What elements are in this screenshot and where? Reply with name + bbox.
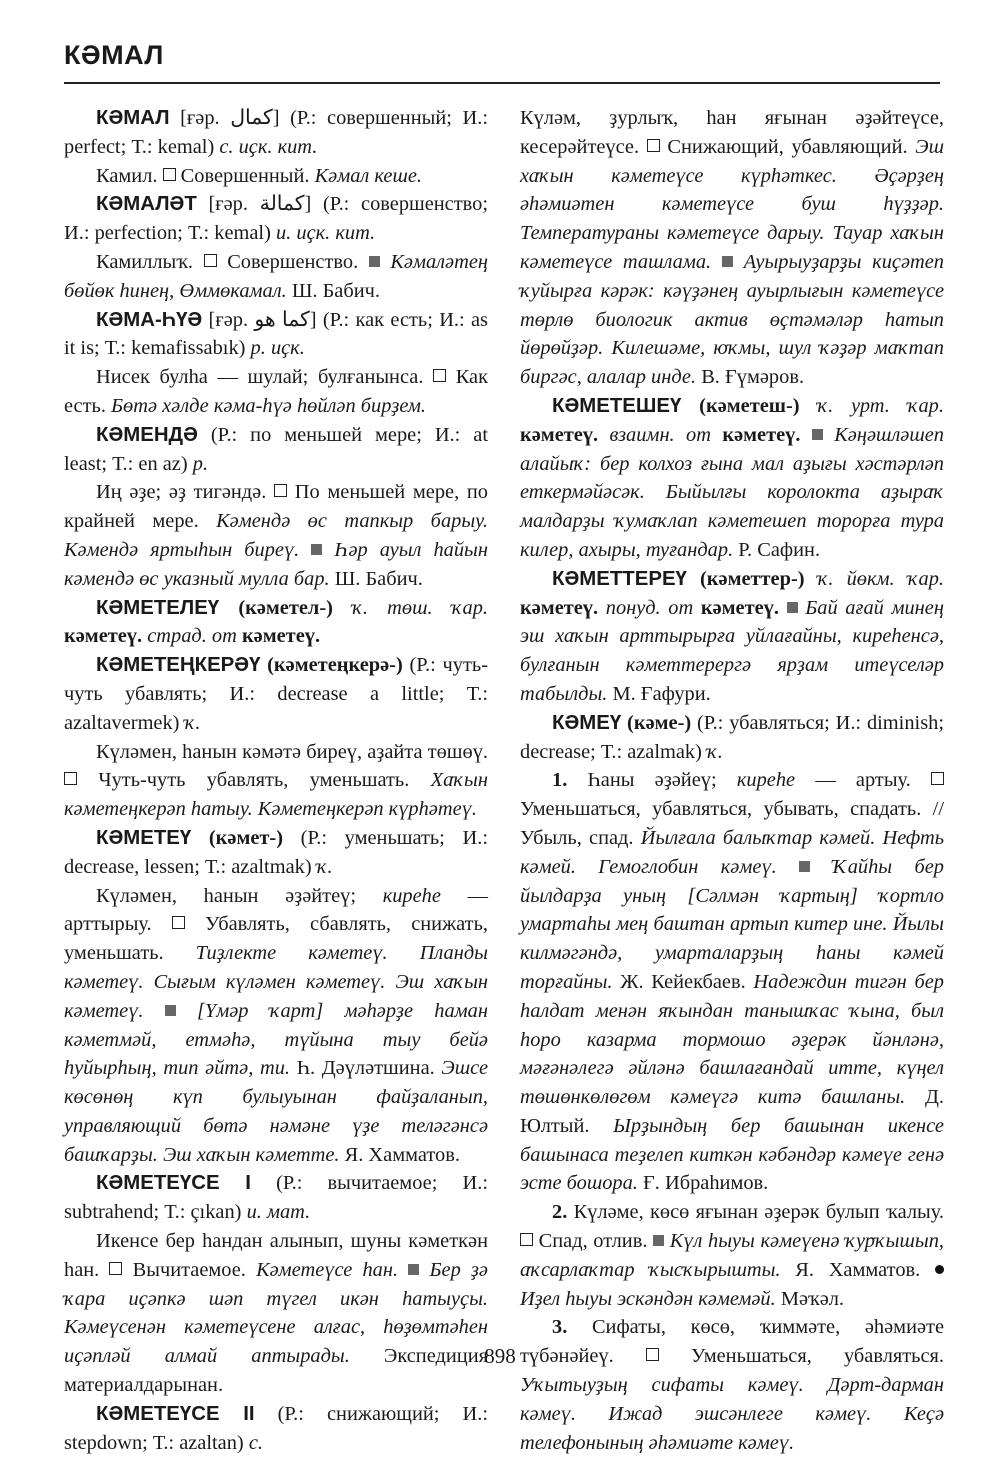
entry-paragraph bbox=[64, 882, 488, 1170]
italic-run: Ауырыуҙарҙы киҫәтеп ҡуйырға кәрәк: кәүҙәнең ауырлығын кәметеүсе төрлө биологик актив өҫтәмәләр һатып йөрөйҙәр. Килешәме, юҡмы, шул ҡәҙәр маҡтап биргәс, алалар инде. bbox=[520, 250, 944, 389]
entry-paragraph bbox=[64, 738, 488, 824]
headword: КӘМЕТЕШЕҮ bbox=[552, 394, 682, 417]
text-run: Спад, отлив. bbox=[533, 1230, 654, 1253]
bold-run: кәметеү. bbox=[64, 625, 143, 648]
italic-run: Кәмаләтең бөйөк һинең, Өммөкамал. bbox=[64, 250, 488, 302]
text-run: [ғәр. كمال] (Р.: совершенный; И.: perfect; Т.: kemal) bbox=[64, 107, 488, 158]
text-run: Һ. Дәүләтшина. bbox=[290, 1057, 442, 1080]
text-run: Как есть. bbox=[64, 366, 488, 417]
bold-run: кәметеү. bbox=[700, 596, 779, 619]
italic-run: взаимн. от bbox=[609, 423, 711, 446]
text-run: Д. Юлтый. bbox=[520, 1086, 944, 1137]
italic-run: ҡ. bbox=[316, 855, 333, 878]
text-run: Нисек булһа — шулай; булғанынса. bbox=[96, 366, 434, 389]
translation-box-icon bbox=[172, 916, 185, 929]
italic-run: киреһе bbox=[382, 884, 441, 907]
text-run bbox=[299, 539, 311, 561]
italic-run: Ырҙындың бер башынан икенсе башынаса теҙелеп киткән кәбәндәр кәмеүе генә эсте бошора. bbox=[520, 1114, 944, 1195]
text-run bbox=[419, 1259, 429, 1281]
italic-run: Кәңәшләшеп алайыҡ: бер колхоз ғына мал аҙығы хәстәрләп еткермәйәсәк. Быйылғы королокта аҙыраҡ малдарҙы ҡумаҡлап кәметешеп торорға тура килер, ахыры, туғандар. bbox=[520, 423, 944, 561]
italic-run: Кәмендә өс тапкыр барыу. Кәмендә яртыһын биреү. bbox=[64, 510, 489, 561]
text-run: Сифаты, көсө, ҡиммәте, әһәмиәте түбәнәйеү. bbox=[520, 1316, 944, 1368]
entry-paragraph bbox=[520, 766, 944, 1198]
entry-paragraph bbox=[64, 162, 488, 191]
bold-run: кәметеү. bbox=[241, 625, 321, 648]
entry-paragraph bbox=[520, 565, 944, 709]
entry-paragraph bbox=[64, 824, 488, 882]
entry-paragraph bbox=[64, 1227, 488, 1400]
bold-run: (кәметеш-) bbox=[681, 394, 800, 417]
text-run bbox=[800, 424, 811, 446]
bold-run: кәметеү. bbox=[520, 596, 599, 619]
text-run: Экспедиция материалдарынан. bbox=[64, 1345, 488, 1397]
entry-paragraph bbox=[64, 306, 488, 364]
headword: КӘМЕНДӘ bbox=[96, 423, 198, 446]
text-run bbox=[805, 568, 818, 590]
bold-run: кәметеү. bbox=[520, 423, 599, 446]
text-run: Күләме, көсө яғынан әҙерәк булып ҡалыу. bbox=[567, 1201, 944, 1224]
translation-box-icon bbox=[433, 369, 446, 382]
proverb-dot-icon bbox=[935, 1265, 944, 1274]
text-run: Ш. Бабич. bbox=[329, 567, 423, 590]
page-number: 898 bbox=[484, 1344, 516, 1368]
entry-paragraph bbox=[520, 1313, 944, 1457]
text-run: Уменьшаться, убавляться. bbox=[658, 1345, 944, 1368]
bold-run: 1. bbox=[552, 769, 568, 792]
example-square-icon bbox=[787, 602, 798, 613]
headword: КӘМЕТЕҢКЕРӘҮ bbox=[96, 654, 261, 677]
text-run: Күләмен, һанын кәмәтә биреү, аҙайта төшөү. bbox=[96, 740, 488, 763]
example-square-icon bbox=[799, 861, 810, 872]
entry-paragraph bbox=[520, 709, 944, 767]
italic-run: Йылғала балыҡтар кәмей. Нефть кәмей. Гемоглобин кәмеү. bbox=[520, 826, 944, 878]
text-run: По меньшей мере, по крайней мере. bbox=[64, 481, 488, 533]
italic-run: и. иҫк. кит. bbox=[275, 222, 376, 245]
text-run bbox=[598, 597, 606, 619]
italic-run: Хаҡын кәметеңкерәп һатыу. Кәметеңкерәп күрһәтеү. bbox=[64, 769, 488, 821]
italic-run: Эшсе көсөнөң күп булыуынан файҙаланып, управляющий бөтә нәмәне үҙе теләгәнсә башҡарҙы. Эш хаҡын кәметте. bbox=[64, 1057, 488, 1166]
headword: КӘМАЛ bbox=[96, 107, 170, 129]
text-run: Убавлять, сбавлять, снижать, уменьшать. bbox=[64, 913, 488, 965]
bold-run: 3. bbox=[552, 1316, 568, 1339]
text-run: [ғәр. كمالة] (Р.: совершенство; И.: perfection; Т.: kemal) bbox=[64, 193, 488, 245]
bold-run: (кәметтер-) bbox=[686, 567, 805, 590]
header-rule bbox=[64, 82, 940, 84]
text-run: Р. Сафин. bbox=[733, 538, 821, 561]
italic-run: киреһе bbox=[736, 769, 796, 792]
right-column bbox=[520, 104, 944, 1457]
bold-run: кәметеү. bbox=[722, 423, 801, 446]
translation-box-icon bbox=[931, 772, 944, 785]
entry-paragraph bbox=[64, 1169, 488, 1227]
text-run: В. Ғүмәров. bbox=[696, 366, 805, 389]
text-run bbox=[733, 251, 744, 273]
text-run: (Р.: вычитаемое; И.: subtrahend; Т.: çıkan) bbox=[64, 1172, 488, 1224]
text-run bbox=[779, 597, 787, 619]
text-run: (Р.: снижающий; И.: stepdown; Т.: azaltan) bbox=[64, 1402, 488, 1454]
italic-run: Бер ҙә ҡара иҫәпкә шәп түгел икән һатыуҫы. Кәмеүсенән кәметеүсене алғас, һөҙөмтәһен иҫәпләй алмай аптырады. bbox=[64, 1258, 488, 1368]
text-run bbox=[398, 1259, 408, 1281]
translation-box-icon bbox=[204, 254, 217, 267]
text-run: М. Ғафури. bbox=[607, 682, 711, 705]
italic-run: Ҡайһы бер йылдарҙа уның [Сәлмән ҡартың] ҡортло умартаһы мең баштан артып китер ине. Йылы килмәгәндә, умарталарҙың һаны кәмей торғайны. bbox=[520, 855, 944, 993]
text-run: Уменьшаться, убавляться, убывать, спадать. // Убыль, спад. bbox=[520, 798, 944, 849]
entry-paragraph bbox=[64, 363, 488, 421]
left-column bbox=[64, 104, 488, 1457]
italic-run: Тиҙлекте кәметеү. Планды кәметеү. Сығым күләмен кәметеү. Эш хаҡын кәметеү. bbox=[64, 942, 488, 1022]
italic-run: ҡ. урт. ҡар. bbox=[817, 394, 944, 417]
example-square-icon bbox=[722, 256, 733, 267]
entry-paragraph bbox=[64, 248, 488, 306]
headword: КӘМЕТЕҮ bbox=[96, 826, 192, 849]
translation-box-icon bbox=[647, 139, 660, 152]
italic-run: ҡ. төш. ҡар. bbox=[352, 596, 488, 619]
italic-run: р. иҫк. bbox=[250, 337, 305, 360]
text-run bbox=[711, 424, 722, 446]
italic-run: Надеждин тигән бер һалдат менән яҡындан танышҡас ҡына, был һоро казарма тормошо әҙерәк йәнләнә, мәғәнәлегә әйләнә башлағандай итте, күңел төшөнкөлөгөм кәмеүгә китә башланы. bbox=[520, 970, 944, 1109]
italic-run: понуд. от bbox=[605, 596, 694, 619]
headword: КӘМЕҮ bbox=[552, 711, 622, 734]
text-run bbox=[380, 251, 391, 273]
italic-run: Кәметеүсе һан. bbox=[256, 1258, 399, 1281]
italic-run: Иҙел һыуы эскәндән кәмемәй. bbox=[520, 1287, 776, 1310]
example-square-icon bbox=[408, 1264, 419, 1275]
text-run: (Р.: убавляться; И.: diminish; decrease; Т.: azalmak) bbox=[520, 711, 944, 763]
entry-paragraph bbox=[64, 651, 488, 737]
italic-run: Күл һыуы кәмеүенә ҡурҡышып, аҡсарлаҡтар ҡысҡырышты. bbox=[520, 1230, 944, 1281]
italic-run: р. bbox=[192, 452, 209, 475]
headword: КӘМА-ҺҮӘ bbox=[96, 308, 203, 331]
text-run bbox=[598, 424, 609, 446]
translation-box-icon bbox=[520, 1233, 533, 1246]
text-run: Камиллыҡ. bbox=[96, 250, 204, 273]
translation-box-icon bbox=[274, 484, 287, 497]
bold-run: 2. bbox=[552, 1201, 568, 1224]
text-run: Вычитаемое. bbox=[122, 1258, 257, 1281]
bold-run: (кәмет-) bbox=[191, 826, 284, 849]
translation-box-icon bbox=[109, 1262, 122, 1275]
text-run bbox=[143, 1000, 164, 1022]
italic-run: с. иҫк. кит. bbox=[219, 135, 318, 158]
entry-paragraph bbox=[64, 190, 488, 248]
text-run: Камил. bbox=[96, 164, 163, 187]
bold-run: (кәметеңкерә-) bbox=[260, 654, 403, 677]
text-run: Совершенство. bbox=[216, 250, 369, 273]
headword: КӘМАЛӘТ bbox=[96, 193, 197, 216]
text-run: Снижающий, убавляющий. bbox=[659, 135, 916, 158]
headword: КӘМЕТЕЛЕҮ bbox=[96, 596, 220, 619]
italic-run: ҡ. bbox=[184, 711, 201, 734]
bold-run: (кәме-) bbox=[621, 711, 692, 734]
text-run: (Р.: по меньшей мере; И.: at least; Т.: en az) bbox=[64, 423, 488, 475]
text-run: Ж. Кейекбаев. bbox=[612, 970, 754, 993]
text-run bbox=[810, 856, 832, 878]
text-run: Я. Хамматов. bbox=[780, 1258, 935, 1281]
italic-run: Бөтә хәлде кәма-һүә һөйләп бирҙем. bbox=[111, 394, 427, 417]
example-square-icon bbox=[653, 1235, 664, 1246]
text-run: Я. Хамматов. bbox=[339, 1143, 460, 1166]
italic-run: Кәмал кеше. bbox=[314, 164, 423, 187]
italic-run: Уҡытыуҙың сифаты кәмеү. Дәрт-дарман кәмеү. Ижад эшсәнлеге кәмеү. Кеҫә телефонының әһәмиәте кәмеү. bbox=[520, 1374, 944, 1454]
example-square-icon bbox=[311, 544, 322, 555]
entry-paragraph bbox=[520, 1198, 944, 1313]
entry-paragraph bbox=[64, 594, 488, 652]
text-run bbox=[333, 597, 352, 619]
headword: КӘМЕТЕҮСЕ II bbox=[96, 1402, 255, 1425]
italic-run: с. bbox=[248, 1431, 263, 1454]
text-run bbox=[823, 424, 834, 446]
text-run: Ш. Бабич. bbox=[286, 279, 380, 302]
text-run: Ғ. Ибраһимов. bbox=[637, 1172, 769, 1195]
example-square-icon bbox=[369, 256, 380, 267]
text-run: Иң әҙе; әҙ тигәндә. bbox=[96, 481, 275, 504]
example-square-icon bbox=[165, 1005, 176, 1016]
text-run bbox=[800, 395, 818, 417]
italic-run: ҡ. йөкм. ҡар. bbox=[817, 567, 944, 590]
text-run: Күләм, ҙурлыҡ, һан яғынан әҙәйтеүсе, кесерәйтеүсе. bbox=[520, 107, 944, 158]
text-run: Мәҡәл. bbox=[775, 1287, 845, 1310]
text-run: (Р.: уменьшать; И.: decrease, lessen; Т.: azaltmak) bbox=[64, 826, 488, 878]
text-run bbox=[322, 539, 334, 561]
italic-run: [Үмәр ҡарт] мәһәрҙе һаман кәметмәй, етмәһә, түйына тыу бейә һуйырһың, тип әйтә, ти. bbox=[64, 999, 488, 1080]
bold-run: (кәметел-) bbox=[219, 596, 333, 619]
entry-paragraph bbox=[64, 478, 488, 593]
entry-paragraph bbox=[64, 104, 488, 162]
text-run: Совершенный. bbox=[175, 164, 315, 187]
text-run: — арттырыу. bbox=[64, 884, 488, 936]
text-run: (Р.: чуть-чуть убавлять; И.: decrease a little; Т.: azaltavermek) bbox=[64, 654, 488, 734]
text-run bbox=[777, 856, 799, 878]
text-run bbox=[711, 251, 722, 273]
text-run bbox=[176, 1000, 197, 1022]
text-run: Чуть-чуть убавлять, уменьшать. bbox=[77, 769, 431, 792]
text-run: — артыу. bbox=[795, 769, 931, 792]
text-run: Күләмен, һанын әҙәйтеү; bbox=[96, 884, 383, 907]
running-head: КӘМАЛ bbox=[64, 40, 164, 70]
italic-run: ҡ. bbox=[707, 740, 723, 763]
headword: КӘМЕТТЕРЕҮ bbox=[552, 567, 687, 590]
text-run bbox=[693, 597, 701, 619]
italic-run: Бай ағай минең эш хаҡын арттырырға уйлағайны, киреһенсә, булғанын кәметтерергә ярҙам итеүселәр табылды. bbox=[520, 596, 944, 705]
italic-run: Һәр ауыл һайын кәмендә өс указный мулла бар. bbox=[64, 538, 488, 590]
entry-paragraph bbox=[64, 1400, 488, 1458]
entry-paragraph bbox=[520, 104, 944, 392]
entry-paragraph bbox=[520, 392, 944, 565]
text-run: Һаны әҙәйеү; bbox=[567, 769, 737, 792]
italic-run: и. мат. bbox=[246, 1201, 311, 1224]
italic-run: страд. от bbox=[147, 625, 237, 648]
text-run: [ғәр. كما هو] (Р.: как есть; И.: as it is; Т.: kemafissabık) bbox=[64, 308, 488, 360]
text-run: Икенсе бер һандан алынып, шуны кәметкән һан. bbox=[64, 1230, 488, 1281]
translation-box-icon bbox=[64, 772, 77, 785]
headword: КӘМЕТЕҮСЕ I bbox=[96, 1172, 251, 1195]
example-square-icon bbox=[812, 429, 823, 440]
italic-run: Эш хаҡын кәметеүсе күрһәткес. Әҫәрҙең әһәмиәтен кәметеүсе буш һүҙҙәр. Температураны кәметеүсе дарыу. Тауар хаҡын кәметеүсе ташлама. bbox=[520, 135, 944, 273]
entry-paragraph bbox=[64, 421, 488, 479]
translation-box-icon bbox=[163, 168, 176, 181]
